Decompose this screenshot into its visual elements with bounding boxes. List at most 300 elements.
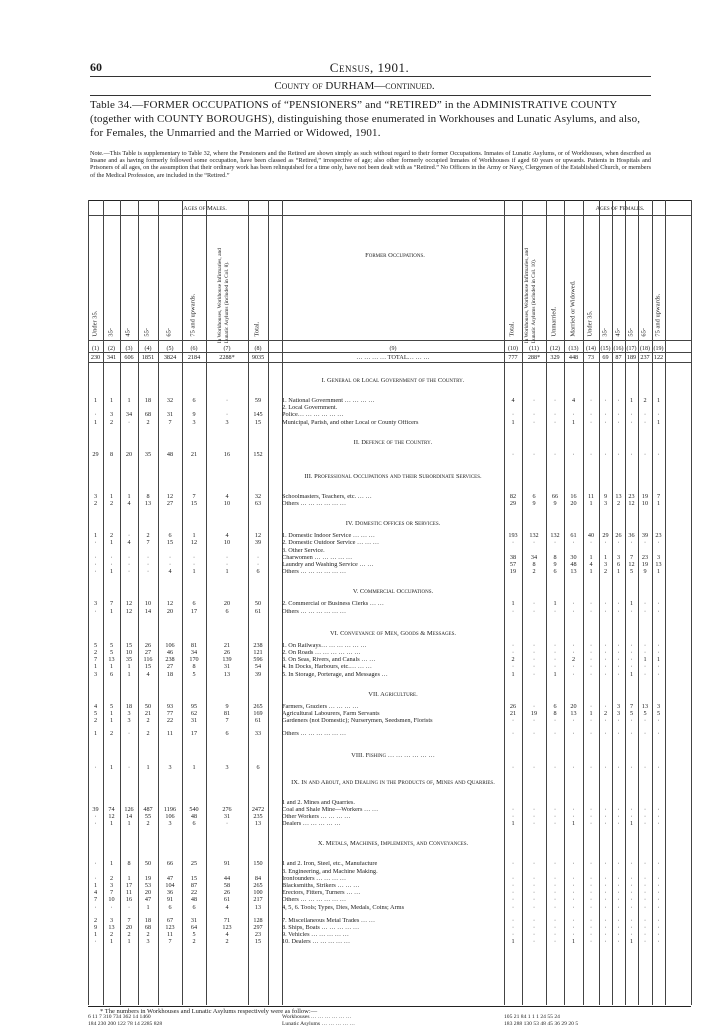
male-cell: 123 bbox=[165, 923, 175, 931]
section-title: I. General or Local Government of the Country. bbox=[321, 377, 465, 384]
female-cell: · bbox=[553, 874, 557, 882]
female-cell: · bbox=[604, 450, 607, 458]
female-cell: · bbox=[572, 663, 575, 671]
female-cell: · bbox=[643, 764, 647, 772]
occupation-label: Ironfounders … … … … bbox=[282, 875, 347, 882]
female-cell: 1 bbox=[589, 500, 593, 507]
female-cell: · bbox=[589, 600, 593, 608]
male-cell: 3 bbox=[168, 764, 172, 772]
female-cell: · bbox=[630, 649, 633, 656]
male-cell: 1 bbox=[93, 397, 98, 404]
male-cell: · bbox=[225, 411, 229, 419]
female-cell: · bbox=[532, 860, 536, 868]
female-cell: · bbox=[532, 896, 536, 904]
female-cell: · bbox=[572, 649, 575, 656]
male-cell: 4 bbox=[225, 532, 229, 540]
male-cell: 1 bbox=[192, 764, 196, 772]
female-cell: · bbox=[532, 717, 536, 725]
female-cell: 1 bbox=[571, 418, 576, 426]
male-cell: · bbox=[256, 561, 260, 568]
male-cell: 1 bbox=[146, 903, 150, 911]
male-cell: 15 bbox=[125, 641, 133, 649]
female-cell: · bbox=[643, 450, 647, 458]
male-cell: 91 bbox=[223, 860, 231, 868]
female-cell: · bbox=[604, 805, 607, 813]
total-cell: 9035 bbox=[251, 354, 265, 361]
female-cell: · bbox=[617, 411, 620, 419]
female-cell: 5 bbox=[643, 710, 647, 717]
female-cell: 1 bbox=[616, 568, 621, 576]
occupation-label: 1 and 2. Mines and Quarries. bbox=[282, 799, 355, 806]
section-title: VI. Conveyance of Men, Goods & Messages. bbox=[329, 629, 457, 637]
female-cell: 1 bbox=[629, 600, 634, 608]
female-cell: · bbox=[604, 730, 607, 738]
female-cell: · bbox=[630, 764, 633, 772]
column-number: (14) bbox=[586, 346, 596, 352]
female-cell: · bbox=[589, 397, 593, 404]
female-cell: · bbox=[511, 649, 515, 656]
male-cell: 61 bbox=[254, 717, 262, 725]
male-cell: 487 bbox=[143, 805, 153, 813]
female-cell: · bbox=[630, 656, 633, 664]
column-number: (7) bbox=[223, 346, 231, 352]
total-cell: 2184 bbox=[187, 354, 201, 361]
female-cell: · bbox=[630, 923, 633, 931]
female-cell: · bbox=[604, 882, 607, 889]
male-cell: 596 bbox=[253, 656, 263, 664]
female-cell: · bbox=[643, 860, 647, 868]
total-cell: 2288* bbox=[219, 354, 235, 361]
male-cell: 17 bbox=[190, 607, 198, 615]
female-cell: 3 bbox=[603, 561, 608, 568]
male-cell: 1 bbox=[109, 492, 114, 500]
male-cell: 87 bbox=[190, 882, 198, 889]
female-col-header: 75 and upwards. bbox=[653, 293, 661, 337]
column-number: (5) bbox=[166, 346, 174, 352]
male-cell: 18 bbox=[144, 397, 152, 404]
male-cell: 7 bbox=[93, 656, 98, 664]
female-cell: · bbox=[657, 600, 660, 608]
female-cell: · bbox=[643, 820, 647, 828]
occupation-label: Dealers … … … … … bbox=[282, 821, 341, 828]
female-cell: · bbox=[617, 916, 620, 924]
male-cell: 68 bbox=[144, 923, 152, 931]
occupation-label: 1 and 2. Iron, Steel, etc., Manufacture bbox=[282, 861, 378, 868]
female-cell: · bbox=[604, 702, 607, 710]
footnote-label: Workhouses … … … … … … bbox=[282, 1014, 352, 1020]
male-cell: 150 bbox=[253, 860, 263, 868]
male-cell: 48 bbox=[190, 813, 198, 820]
female-cell: · bbox=[617, 896, 620, 904]
female-cell: 6 bbox=[616, 561, 621, 568]
male-cell: 297 bbox=[253, 923, 263, 931]
female-cell: · bbox=[657, 882, 660, 889]
male-cell: 20 bbox=[144, 889, 152, 897]
male-cell: · bbox=[94, 860, 97, 868]
male-cell: 139 bbox=[222, 656, 232, 664]
female-cell: 20 bbox=[570, 702, 577, 710]
total-cell: 341 bbox=[106, 354, 117, 361]
column-number: (13) bbox=[568, 346, 579, 352]
female-cell: · bbox=[553, 717, 557, 725]
female-cell: · bbox=[589, 931, 593, 938]
female-cell: · bbox=[589, 889, 593, 897]
female-cell: 1 bbox=[656, 397, 661, 404]
occupation-label: Laundry and Washing Service … … bbox=[282, 562, 374, 568]
female-cell: · bbox=[511, 663, 515, 671]
female-cell: · bbox=[532, 539, 536, 547]
section-title: V. Commercial Occupations. bbox=[352, 588, 434, 596]
female-cell: · bbox=[617, 820, 620, 828]
female-cell: · bbox=[553, 641, 557, 649]
female-cell: 6 bbox=[553, 702, 557, 710]
male-cell: 5 bbox=[192, 670, 196, 678]
male-cell: 64 bbox=[190, 923, 198, 931]
male-cell: 2 bbox=[109, 730, 114, 738]
row-rule bbox=[88, 362, 691, 363]
male-cell: · bbox=[225, 553, 229, 561]
female-cell: · bbox=[553, 411, 557, 419]
female-cell: 6 bbox=[532, 492, 536, 500]
female-cell: · bbox=[617, 450, 620, 458]
female-cell: 3 bbox=[616, 710, 621, 717]
female-cell: 13 bbox=[570, 710, 577, 717]
male-cell: 126 bbox=[124, 805, 134, 813]
male-cell: · bbox=[94, 539, 97, 547]
female-cell: · bbox=[657, 730, 660, 738]
female-cell: 10 bbox=[641, 500, 649, 507]
female-cell: · bbox=[643, 813, 647, 820]
male-cell: 50 bbox=[254, 600, 262, 608]
occupation-label: Erectors, Fitters, Turners … … bbox=[282, 890, 361, 897]
male-cell: 55 bbox=[144, 813, 152, 820]
female-cell: · bbox=[589, 607, 593, 615]
male-col-header: 45- bbox=[124, 327, 132, 337]
column-rule bbox=[268, 200, 269, 1005]
female-col-header: Under 35. bbox=[586, 310, 594, 337]
female-cell: · bbox=[532, 397, 536, 404]
male-cell: · bbox=[225, 820, 229, 828]
female-cell: · bbox=[589, 923, 593, 931]
male-cell: 3 bbox=[127, 717, 131, 725]
male-cell: 6 bbox=[168, 903, 172, 911]
female-cell: 3 bbox=[616, 702, 621, 710]
male-cell: 1 bbox=[127, 397, 131, 404]
female-cell: · bbox=[532, 641, 536, 649]
male-cell: 15 bbox=[190, 500, 198, 507]
male-cell: 20 bbox=[166, 607, 174, 615]
male-cell: 6 bbox=[168, 532, 172, 540]
male-cell: 32 bbox=[166, 397, 174, 404]
female-cell: · bbox=[657, 764, 660, 772]
occupation-label: Charwomen … … … … … bbox=[282, 554, 353, 561]
male-cell: 48 bbox=[166, 450, 174, 458]
female-cell: · bbox=[572, 874, 575, 882]
male-cell: 2 bbox=[93, 916, 98, 924]
female-cell: · bbox=[532, 805, 536, 813]
female-cell: 2 bbox=[643, 397, 647, 404]
male-cell: 39 bbox=[254, 539, 262, 547]
female-cell: · bbox=[617, 670, 620, 678]
female-cell: 9 bbox=[603, 492, 608, 500]
female-cell: · bbox=[511, 903, 515, 911]
female-cell: · bbox=[572, 889, 575, 897]
female-cell: · bbox=[511, 813, 515, 820]
male-cell: 13 bbox=[144, 500, 152, 507]
male-cell: 44 bbox=[223, 874, 231, 882]
column-number: (2) bbox=[108, 346, 115, 352]
male-cell: 14 bbox=[144, 607, 152, 615]
male-cell: · bbox=[94, 820, 97, 828]
male-cell: 4 bbox=[93, 889, 98, 897]
male-cell: · bbox=[225, 561, 229, 568]
female-cell: · bbox=[572, 607, 575, 615]
female-cell: · bbox=[511, 717, 515, 725]
female-cell: 5 bbox=[656, 710, 661, 717]
female-cell: · bbox=[532, 764, 536, 772]
male-cell: 13 bbox=[254, 903, 262, 911]
female-cell: 5 bbox=[629, 568, 634, 576]
occupation-label: Gardeners (not Domestic); Nurserymen, Seedsmen, Florists bbox=[282, 718, 433, 725]
male-cell: 21 bbox=[144, 710, 152, 717]
female-cell: 2 bbox=[532, 568, 536, 576]
male-cell: 3 bbox=[146, 938, 150, 946]
female-cell: · bbox=[553, 916, 557, 924]
male-cell: 12 bbox=[166, 492, 174, 500]
male-cell: · bbox=[127, 418, 131, 426]
female-cell: · bbox=[617, 938, 620, 946]
female-cell: · bbox=[532, 916, 536, 924]
male-cell: 1 bbox=[109, 568, 114, 576]
female-cell: 26 bbox=[615, 532, 622, 540]
female-cell: · bbox=[604, 649, 607, 656]
female-cell: 1 bbox=[629, 397, 634, 404]
male-cell: · bbox=[256, 553, 260, 561]
female-cell: 1 bbox=[656, 500, 661, 507]
male-cell: 1 bbox=[127, 938, 131, 946]
female-cell: 4 bbox=[589, 561, 593, 568]
male-cell: 106 bbox=[165, 641, 175, 649]
female-cell: · bbox=[630, 411, 633, 419]
female-cell: · bbox=[589, 874, 593, 882]
female-cell: · bbox=[589, 670, 593, 678]
female-cell: · bbox=[589, 450, 593, 458]
female-cell: 132 bbox=[529, 532, 539, 540]
female-cell: 34 bbox=[530, 553, 538, 561]
male-cell: 4 bbox=[93, 702, 98, 710]
male-cell: 1196 bbox=[163, 805, 177, 813]
column-number: (8) bbox=[254, 346, 262, 352]
male-cell: 3 bbox=[93, 492, 98, 500]
female-cell: · bbox=[572, 670, 575, 678]
female-cell: · bbox=[511, 764, 515, 772]
female-cell: · bbox=[532, 813, 536, 820]
male-cell: 1 bbox=[93, 532, 98, 540]
male-cell: 77 bbox=[166, 710, 174, 717]
male-cell: 1 bbox=[127, 874, 131, 882]
female-cell: · bbox=[511, 916, 515, 924]
male-cell: 7 bbox=[109, 889, 114, 897]
female-cell: 19 bbox=[641, 561, 649, 568]
female-cell: · bbox=[604, 411, 607, 419]
male-cell: 3 bbox=[192, 418, 196, 426]
male-cell: 4 bbox=[127, 539, 131, 547]
female-cell: · bbox=[604, 764, 607, 772]
male-cell: 81 bbox=[190, 641, 198, 649]
female-cell: · bbox=[553, 923, 557, 931]
male-cell: 152 bbox=[253, 450, 263, 458]
occupation-label: 7. Miscellaneous Metal Trades … … bbox=[282, 917, 376, 924]
female-cell: 82 bbox=[509, 492, 517, 500]
female-cell: · bbox=[553, 418, 557, 426]
female-cell: 13 bbox=[655, 561, 662, 568]
column-number: (1) bbox=[92, 346, 99, 352]
female-cell: · bbox=[630, 805, 633, 813]
female-cell: 19 bbox=[530, 710, 538, 717]
female-cell: 16 bbox=[570, 492, 577, 500]
female-cell: · bbox=[657, 450, 660, 458]
female-cell: · bbox=[572, 717, 575, 725]
male-cell: 9 bbox=[225, 702, 229, 710]
row-rule bbox=[88, 340, 691, 341]
female-cell: · bbox=[589, 649, 593, 656]
female-cell: 2 bbox=[511, 656, 515, 664]
male-cell: · bbox=[110, 553, 113, 561]
column-number: (19) bbox=[653, 346, 664, 352]
column-number: (9) bbox=[389, 346, 397, 352]
female-cell: · bbox=[643, 539, 647, 547]
male-cell: 5 bbox=[93, 641, 98, 649]
female-cell: · bbox=[643, 600, 647, 608]
female-col-header: 35- bbox=[600, 327, 608, 337]
female-cell: · bbox=[643, 923, 647, 931]
female-cell: · bbox=[643, 649, 647, 656]
column-number: (12) bbox=[550, 346, 560, 352]
occupation-label: 9. Vehicles … … … … … bbox=[282, 932, 349, 938]
male-cell: 13 bbox=[254, 820, 262, 828]
male-cell: 235 bbox=[253, 813, 263, 820]
female-cell: · bbox=[604, 397, 607, 404]
female-cell: · bbox=[572, 860, 575, 868]
male-cell: 59 bbox=[254, 397, 262, 404]
male-cell: · bbox=[146, 561, 150, 568]
male-cell: 61 bbox=[223, 896, 231, 904]
total-cell: 87 bbox=[615, 354, 622, 361]
male-cell: 34 bbox=[190, 649, 198, 656]
female-cell: · bbox=[532, 450, 536, 458]
total-cell: 448 bbox=[568, 354, 579, 361]
row-rule bbox=[88, 352, 691, 353]
female-cell: · bbox=[572, 730, 575, 738]
occupation-label: 3. Engineering, and Machine Making. bbox=[282, 868, 378, 875]
male-cell: 238 bbox=[253, 641, 263, 649]
female-cell: · bbox=[604, 600, 607, 608]
female-cell: · bbox=[572, 450, 575, 458]
female-cell: · bbox=[604, 889, 607, 897]
female-cell: · bbox=[617, 882, 620, 889]
female-cell: · bbox=[532, 670, 536, 678]
male-cell: 15 bbox=[144, 663, 152, 671]
female-cell: 38 bbox=[509, 553, 517, 561]
female-cell: · bbox=[511, 860, 515, 868]
female-cell: · bbox=[630, 896, 633, 904]
female-cell: 21 bbox=[509, 710, 517, 717]
female-cell: · bbox=[553, 539, 557, 547]
male-cell: 7 bbox=[146, 539, 150, 547]
male-cell: · bbox=[146, 553, 150, 561]
female-cell: · bbox=[643, 670, 647, 678]
female-cell: 29 bbox=[602, 532, 609, 540]
male-cell: 4 bbox=[225, 931, 229, 938]
occupation-label: 10. Dealers … … … … … bbox=[282, 939, 351, 946]
female-col-header: Unmarried. bbox=[550, 306, 558, 337]
female-cell: · bbox=[553, 882, 557, 889]
male-cell: 1 bbox=[127, 670, 131, 678]
male-cell: 26 bbox=[223, 649, 231, 656]
female-cell: · bbox=[553, 805, 557, 813]
female-cell: 36 bbox=[628, 532, 635, 540]
male-cell: 91 bbox=[166, 896, 174, 904]
male-cell: 1 bbox=[109, 607, 114, 615]
female-cell: 1 bbox=[629, 938, 634, 946]
female-cell: · bbox=[630, 717, 633, 725]
female-cell: · bbox=[532, 730, 536, 738]
male-cell: 63 bbox=[254, 500, 262, 507]
male-cell: 8 bbox=[109, 450, 114, 458]
female-cell: · bbox=[511, 805, 515, 813]
female-cell: 5 bbox=[629, 710, 634, 717]
male-cell: 1 bbox=[109, 717, 114, 725]
female-cell: · bbox=[617, 397, 620, 404]
occupation-label: Schoolmasters, Teachers, etc. … … bbox=[282, 493, 372, 500]
female-cell: 13 bbox=[615, 492, 622, 500]
male-cell: 1 bbox=[109, 938, 114, 946]
male-cell: 46 bbox=[166, 649, 174, 656]
female-cell: 1 bbox=[511, 418, 515, 426]
female-cell: · bbox=[617, 889, 620, 897]
female-cell: · bbox=[604, 916, 607, 924]
female-cell: 2 bbox=[616, 500, 621, 507]
female-cell: · bbox=[617, 805, 620, 813]
female-cell: · bbox=[511, 411, 515, 419]
male-cell: 2 bbox=[146, 931, 150, 938]
female-cell: · bbox=[589, 411, 593, 419]
male-cell: · bbox=[94, 411, 97, 419]
male-cell: 31 bbox=[223, 813, 231, 820]
male-cell: 14 bbox=[125, 813, 133, 820]
female-cell: · bbox=[589, 938, 593, 946]
female-cell: 9 bbox=[532, 500, 536, 507]
male-cell: 11 bbox=[167, 730, 173, 738]
total-cell: 777 bbox=[508, 354, 518, 361]
male-cell: · bbox=[146, 568, 150, 576]
male-cell: 116 bbox=[143, 656, 153, 664]
male-cell: 21 bbox=[223, 641, 231, 649]
female-cell: · bbox=[657, 813, 660, 820]
female-cell: · bbox=[553, 860, 557, 868]
section-title: IV. Domestic Offices or Services. bbox=[345, 520, 441, 528]
female-cell: 39 bbox=[641, 532, 649, 540]
male-cell: 12 bbox=[254, 532, 262, 540]
male-cell: 21 bbox=[190, 450, 198, 458]
male-cell: 23 bbox=[254, 931, 262, 938]
male-cell: 68 bbox=[144, 411, 152, 419]
male-cell: 3 bbox=[225, 764, 229, 772]
male-col-header: Total. bbox=[253, 321, 261, 337]
male-cell: 11 bbox=[167, 931, 173, 938]
column-number: (17) bbox=[626, 346, 637, 352]
male-cell: 1 bbox=[192, 568, 196, 576]
